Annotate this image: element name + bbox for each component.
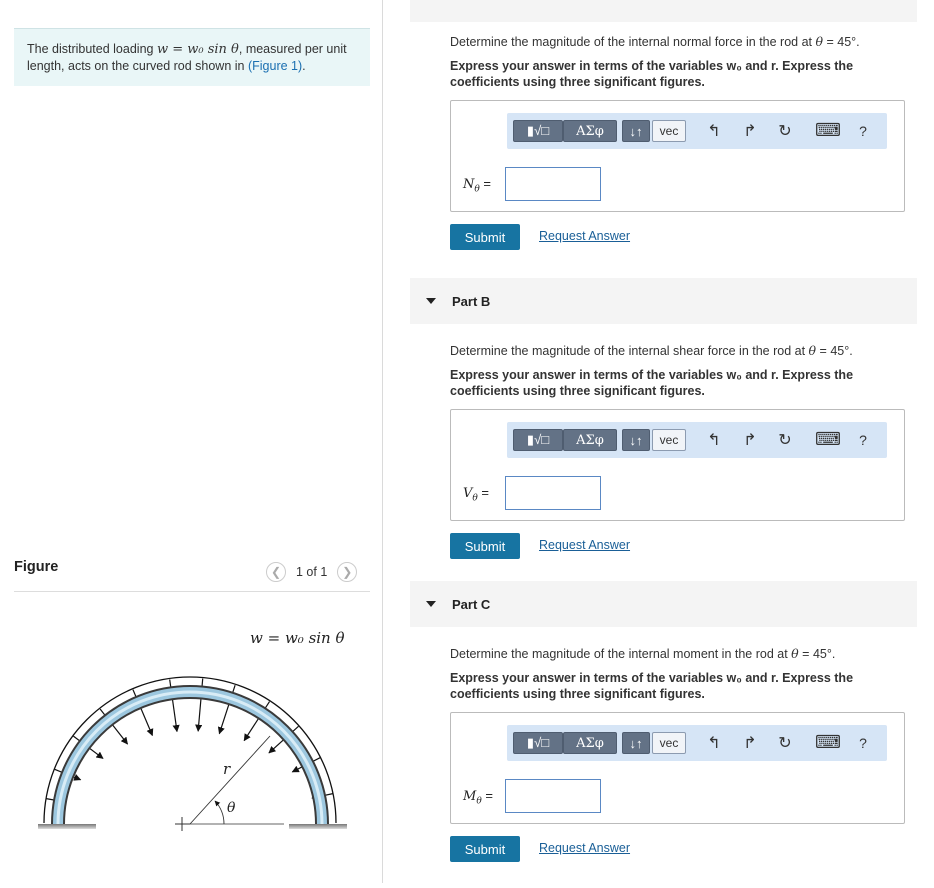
part-c-header[interactable] — [410, 581, 917, 627]
templates-button[interactable]: ▮√□ — [513, 732, 563, 754]
help-icon[interactable]: ? — [859, 432, 867, 448]
chevron-left-icon: ❮ — [270, 565, 282, 579]
answer-input[interactable] — [505, 476, 601, 510]
subscript-superscript-button[interactable]: ↓↑ — [622, 429, 650, 451]
answer-variable-label: $M_\theta$ = — [463, 788, 493, 807]
math-toolbar — [507, 422, 887, 458]
left-panel — [0, 0, 383, 883]
part-label: Part C — [452, 596, 491, 612]
redo-icon[interactable]: ↱ — [743, 735, 757, 752]
figure-link[interactable]: (Figure 1) — [247, 59, 303, 73]
answer-input[interactable] — [505, 779, 601, 813]
part-a-header — [410, 0, 917, 22]
answer-input[interactable] — [505, 167, 601, 201]
reset-icon[interactable]: ↻ — [778, 123, 792, 140]
reset-icon[interactable]: ↻ — [778, 735, 792, 752]
problem-statement — [14, 28, 370, 86]
subscript-superscript-button[interactable]: ↓↑ — [622, 732, 650, 754]
figure-image — [14, 598, 370, 883]
help-icon[interactable]: ? — [859, 123, 867, 139]
part-c-question: Determine the magnitude of the internal moment in the rod at θ = 45°. — [450, 646, 836, 661]
vector-button[interactable]: vec — [652, 732, 686, 754]
next-figure-button[interactable] — [337, 562, 357, 582]
left-support — [38, 824, 96, 829]
right-panel — [384, 0, 934, 883]
undo-icon[interactable]: ↰ — [707, 123, 721, 140]
help-icon[interactable]: ? — [859, 735, 867, 751]
submit-button[interactable]: Submit — [450, 533, 520, 559]
part-a-question: Determine the magnitude of the internal normal force in the rod at θ = 45°. — [450, 34, 860, 49]
greek-symbols-button[interactable]: ΑΣφ — [563, 429, 617, 451]
request-answer-link[interactable]: Request Answer — [539, 229, 631, 243]
redo-icon[interactable]: ↱ — [743, 123, 757, 140]
undo-icon[interactable]: ↰ — [707, 432, 721, 449]
part-c-answer-box — [450, 712, 905, 824]
math-toolbar — [507, 113, 887, 149]
part-a-answer-box — [450, 100, 905, 212]
problem-text: The distributed loading — [27, 42, 157, 56]
keyboard-icon[interactable]: ⌨ — [815, 429, 841, 449]
part-c-instructions: Express your answer in terms of the variables w₀ and r. Express the coefficients using three significant figures. — [450, 671, 854, 701]
part-b-instructions: Express your answer in terms of the variables w₀ and r. Express the coefficients using three significant figures. — [450, 368, 854, 398]
figure-page-count: 1 of 1 — [296, 565, 328, 579]
problem-math: w = w₀ sin θ — [156, 42, 239, 57]
greek-symbols-button[interactable]: ΑΣφ — [563, 732, 617, 754]
angle-label: θ — [227, 800, 236, 816]
curved-rod — [58, 692, 322, 824]
request-answer-link[interactable]: Request Answer — [539, 841, 631, 855]
math-toolbar — [507, 725, 887, 761]
curved-rod-diagram — [14, 598, 370, 883]
figure-pager — [266, 561, 357, 583]
right-support — [289, 824, 347, 829]
part-b-header[interactable] — [410, 278, 917, 324]
keyboard-icon[interactable]: ⌨ — [815, 120, 841, 140]
templates-button[interactable]: ▮√□ — [513, 429, 563, 451]
reset-icon[interactable]: ↻ — [778, 432, 792, 449]
redo-icon[interactable]: ↱ — [743, 432, 757, 449]
part-label: Part B — [452, 293, 491, 309]
vector-button[interactable]: vec — [652, 120, 686, 142]
prev-figure-button[interactable] — [266, 562, 286, 582]
radius-label: r — [223, 760, 231, 778]
vector-button[interactable]: vec — [652, 429, 686, 451]
collapse-triangle-icon — [426, 298, 436, 304]
figure-title: Figure — [14, 559, 59, 575]
load-label: w = w₀ sin θ — [250, 629, 345, 647]
greek-symbols-button[interactable]: ΑΣφ — [563, 120, 617, 142]
submit-button[interactable]: Submit — [450, 836, 520, 862]
undo-icon[interactable]: ↰ — [707, 735, 721, 752]
problem-text-end: . — [302, 59, 306, 73]
part-b-question: Determine the magnitude of the internal shear force in the rod at θ = 45°. — [450, 343, 853, 358]
problem-text-2: , measured per unit length, acts on the curved rod shown in — [27, 42, 347, 73]
templates-button[interactable]: ▮√□ — [513, 120, 563, 142]
divider — [14, 591, 370, 592]
answer-variable-label: $N_\theta$ = — [463, 176, 492, 195]
request-answer-link[interactable]: Request Answer — [539, 538, 631, 552]
part-a-instructions: Express your answer in terms of the variables w₀ and r. Express the coefficients using three significant figures. — [450, 59, 854, 89]
part-b-answer-box — [450, 409, 905, 521]
collapse-triangle-icon — [426, 601, 436, 607]
keyboard-icon[interactable]: ⌨ — [815, 732, 841, 752]
subscript-superscript-button[interactable]: ↓↑ — [622, 120, 650, 142]
chevron-right-icon: ❯ — [342, 565, 353, 579]
answer-variable-label: $V_\theta$ = — [463, 485, 490, 504]
submit-button[interactable]: Submit — [450, 224, 520, 250]
